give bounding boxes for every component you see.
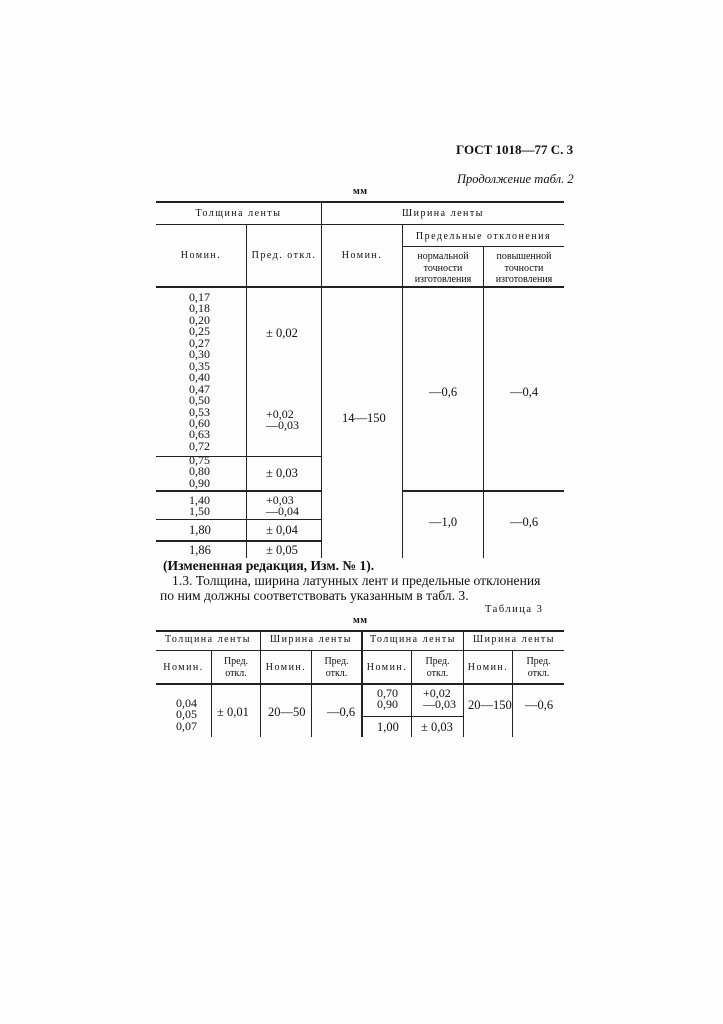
t3-left-thickness: 0,04 0,05 0,07 [176, 696, 197, 733]
table3-caption: Таблица 3 [485, 604, 544, 615]
t3-left-dev: ± 0,01 [217, 705, 249, 719]
t2-dev-d: +0,03 —0,04 [266, 493, 299, 519]
t2-header-increased-accuracy: повышенной точности изготовления [495, 251, 553, 285]
t3-right-width: 20—150 [468, 698, 512, 712]
t2-dev-e: ± 0,04 [266, 523, 298, 537]
t3-header-nominal-4: Номин. [467, 662, 509, 673]
table-continuation: Продолжение табл. 2 [457, 172, 574, 186]
t2-dev-a: ± 0,02 [266, 326, 298, 340]
t3-header-thickness-left: Толщина ленты [165, 634, 251, 645]
t2-header-width-nominal: Номин. [341, 250, 383, 261]
t2-thickness-group1: 0,17 0,18 0,20 0,25 0,27 0,30 0,35 0,40 0,47 0,50 0,53 0,60 0,63 0,72 [189, 290, 210, 453]
t3-header-nominal-1: Номин. [163, 662, 204, 673]
t2-thickness-group5: 1,86 [189, 543, 211, 557]
t3-header-dev-4: Пред. откл. [526, 656, 551, 679]
t2-header-thickness: Толщина ленты [195, 208, 282, 219]
t3-header-width-left: Ширина ленты [270, 634, 352, 645]
t2-increased-dev-1: —0,4 [510, 385, 539, 399]
t3-header-thickness-right: Толщина ленты [370, 634, 456, 645]
table3-unit: мм [353, 615, 368, 626]
t3-right-thickness-a: 0,70 0,90 [377, 686, 398, 712]
t3-header-dev-1: Пред. откл. [223, 656, 249, 679]
t3-header-width-right: Ширина ленты [473, 634, 555, 645]
t3-right-dev-a: +0,02 —0,03 [423, 686, 456, 712]
t3-right-dev-b: ± 0,03 [421, 720, 453, 734]
t2-thickness-group4: 1,80 [189, 523, 211, 537]
t2-dev-b: +0,02 —0,03 [266, 407, 299, 433]
t3-header-nominal-3: Номин. [366, 662, 408, 673]
t2-normal-dev-2: —1,0 [429, 515, 458, 529]
t2-dev-f: ± 0,05 [266, 543, 298, 557]
t2-normal-dev-1: —0,6 [429, 385, 458, 399]
t3-right-thickness-b: 1,00 [377, 720, 399, 734]
t2-header-normal-accuracy: нормальной точности изготовления [414, 251, 472, 285]
t2-dev-c: ± 0,03 [266, 466, 298, 480]
t3-header-dev-2: Пред. откл. [324, 656, 349, 679]
page-header: ГОСТ 1018—77 С. 3 [456, 142, 574, 157]
amendment-note: (Измененная редакция, Изм. № 1). [163, 558, 375, 573]
t2-header-deviation: Пред. откл. [251, 250, 317, 261]
paragraph-1-3: 1.3. Толщина, ширина латунных лент и предельные отклонения по ним должны соответствовать указанным в табл. 3. [160, 573, 541, 603]
t3-left-width-dev: —0,6 [327, 705, 356, 719]
t2-header-limit-deviations: Предельные отклонения [415, 231, 552, 242]
unit-label: мм [353, 186, 368, 197]
t3-left-width: 20—50 [268, 705, 306, 719]
t2-header-width: Ширина ленты [402, 208, 484, 219]
t2-header-nominal: Номин. [180, 250, 222, 261]
t2-increased-dev-2: —0,6 [510, 515, 539, 529]
t2-thickness-group2: 0,75 0,80 0,90 [189, 453, 210, 490]
t3-header-nominal-2: Номин. [265, 662, 307, 673]
t2-thickness-group3: 1,40 1,50 [189, 493, 210, 519]
t2-width-nominal: 14—150 [342, 411, 386, 425]
t3-header-dev-3: Пред. откл. [425, 656, 450, 679]
t3-right-width-dev: —0,6 [525, 698, 554, 712]
